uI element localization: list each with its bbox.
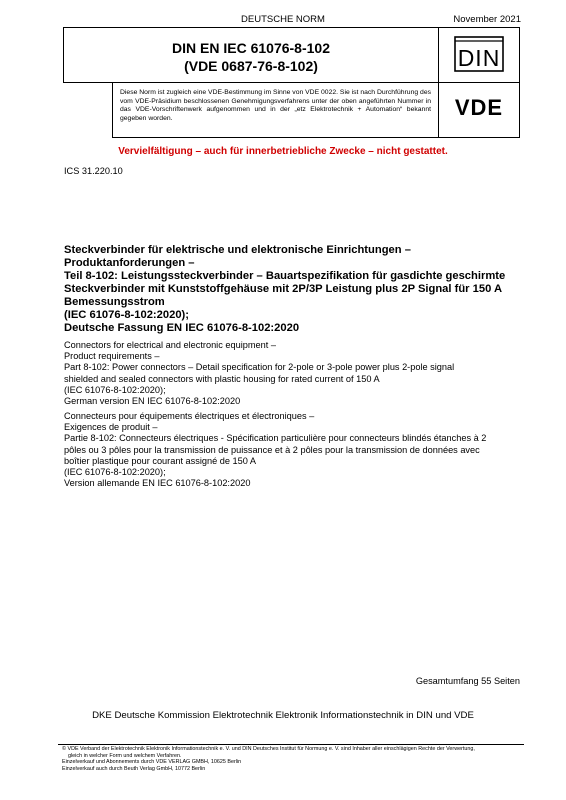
title-english (64, 340, 524, 407)
title-fr-line: Partie 8-102: Connecteurs électriques - Spécification particulière pour connecteurs blindés étanches à 2 (64, 433, 487, 444)
title-fr-line: (IEC 61076-8-102:2020); (64, 467, 166, 478)
footer-line: Einzelverkauf auch durch Beuth Verlag GmbH, 10772 Berlin (62, 765, 206, 772)
dke-line: DKE Deutsche Kommission Elektrotechnik Elektronik Informationstechnik in DIN und VDE (92, 710, 474, 721)
din-logo-text: DIN (457, 45, 501, 71)
title-en-line: (IEC 61076-8-102:2020); (64, 384, 166, 395)
title-de-line: Deutsche Fassung EN IEC 61076-8-102:2020 (64, 322, 300, 334)
publication-date: November 2021 (453, 14, 521, 25)
vde-logo: VDE (454, 95, 504, 120)
title-de-line: Steckverbinder mit Kunststoffgehäuse mit 2P/3P Leistung plus 2P Signal für 150 A (64, 283, 503, 295)
title-fr-line: Version allemande EN IEC 61076-8-102:2020 (64, 478, 251, 489)
title-en-line: Part 8-102: Power connectors – Detail specification for 2-pole or 3-pole power plus 2-pole signal (64, 362, 455, 373)
copy-warning: Vervielfältigung – auch für innerbetriebliche Zwecke – nicht gestattet. (118, 146, 448, 157)
title-fr-line: pôles ou 3 pôles pour la transmission de puissance et à 2 pôles pour la transmission de données avec (64, 444, 480, 455)
title-en-line: German version EN IEC 61076-8-102:2020 (64, 396, 241, 407)
standard-number-box (63, 27, 439, 83)
footer-rule (58, 744, 524, 745)
title-de-line: Steckverbinder für elektrische und elektronische Einrichtungen – (64, 244, 411, 256)
title-de-line: Teil 8-102: Leistungssteckverbinder – Bauartspezifikation für gasdichte geschirmte (64, 270, 506, 282)
title-fr-line: Connecteurs pour équipements électriques et électroniques – (64, 411, 315, 421)
vde-logo-box (438, 82, 520, 138)
vde-note: Diese Norm ist zugleich eine VDE-Bestimmung im Sinne von VDE 0022. Sie ist nach Durchführung des vom VDE-Präsidium beschlossenen Genehmigungsverfahrens unter der oben angeführten Nummer in das VDE-Vorschriftenwerk aufgenommen und in der „etz Elektrotechnik + Automation“ bekannt gegeben worden. (120, 89, 431, 122)
title-french (64, 411, 526, 489)
vde-note-box (112, 82, 439, 138)
vde-number: (VDE 0687-76-8-102) (184, 58, 318, 74)
title-fr-line: boîtier plastique pour courant assigné de 150 A (64, 455, 257, 466)
copyright-footer (62, 746, 532, 772)
footer-line: Einzelverkauf und Abonnements durch VDE VERLAG GMBH, 10625 Berlin (62, 759, 242, 766)
din-logo (439, 28, 519, 82)
din-logo-box (438, 27, 520, 83)
ics-code: ICS 31.220.10 (64, 166, 123, 176)
total-pages: Gesamtumfang 55 Seiten (415, 676, 520, 686)
title-en-line: Product requirements – (64, 351, 160, 362)
document-type: DEUTSCHE NORM (241, 14, 325, 25)
footer-line: © VDE Verband der Elektrotechnik Elektronik Informationstechnik e. V. und DIN Deutsches Institut für Normung e. V. sind Inhaber aller einschlägigen Rechte der Verwertung, (62, 746, 475, 752)
title-fr-line: Exigences de produit – (64, 422, 158, 433)
title-german (64, 244, 524, 335)
standard-number: DIN EN IEC 61076-8-102 (172, 40, 330, 56)
title-de-line: (IEC 61076-8-102:2020); (64, 309, 189, 321)
title-de-line: Bemessungsstrom (64, 296, 165, 308)
title-en-line: shielded and sealed connectors with plastic housing for rated current of 150 A (64, 373, 380, 384)
title-de-line: Produktanforderungen – (64, 257, 195, 269)
title-en-line: Connectors for electrical and electronic equipment – (64, 340, 276, 350)
footer-line: gleich in welcher Form und welchem Verfahren. (62, 752, 182, 759)
